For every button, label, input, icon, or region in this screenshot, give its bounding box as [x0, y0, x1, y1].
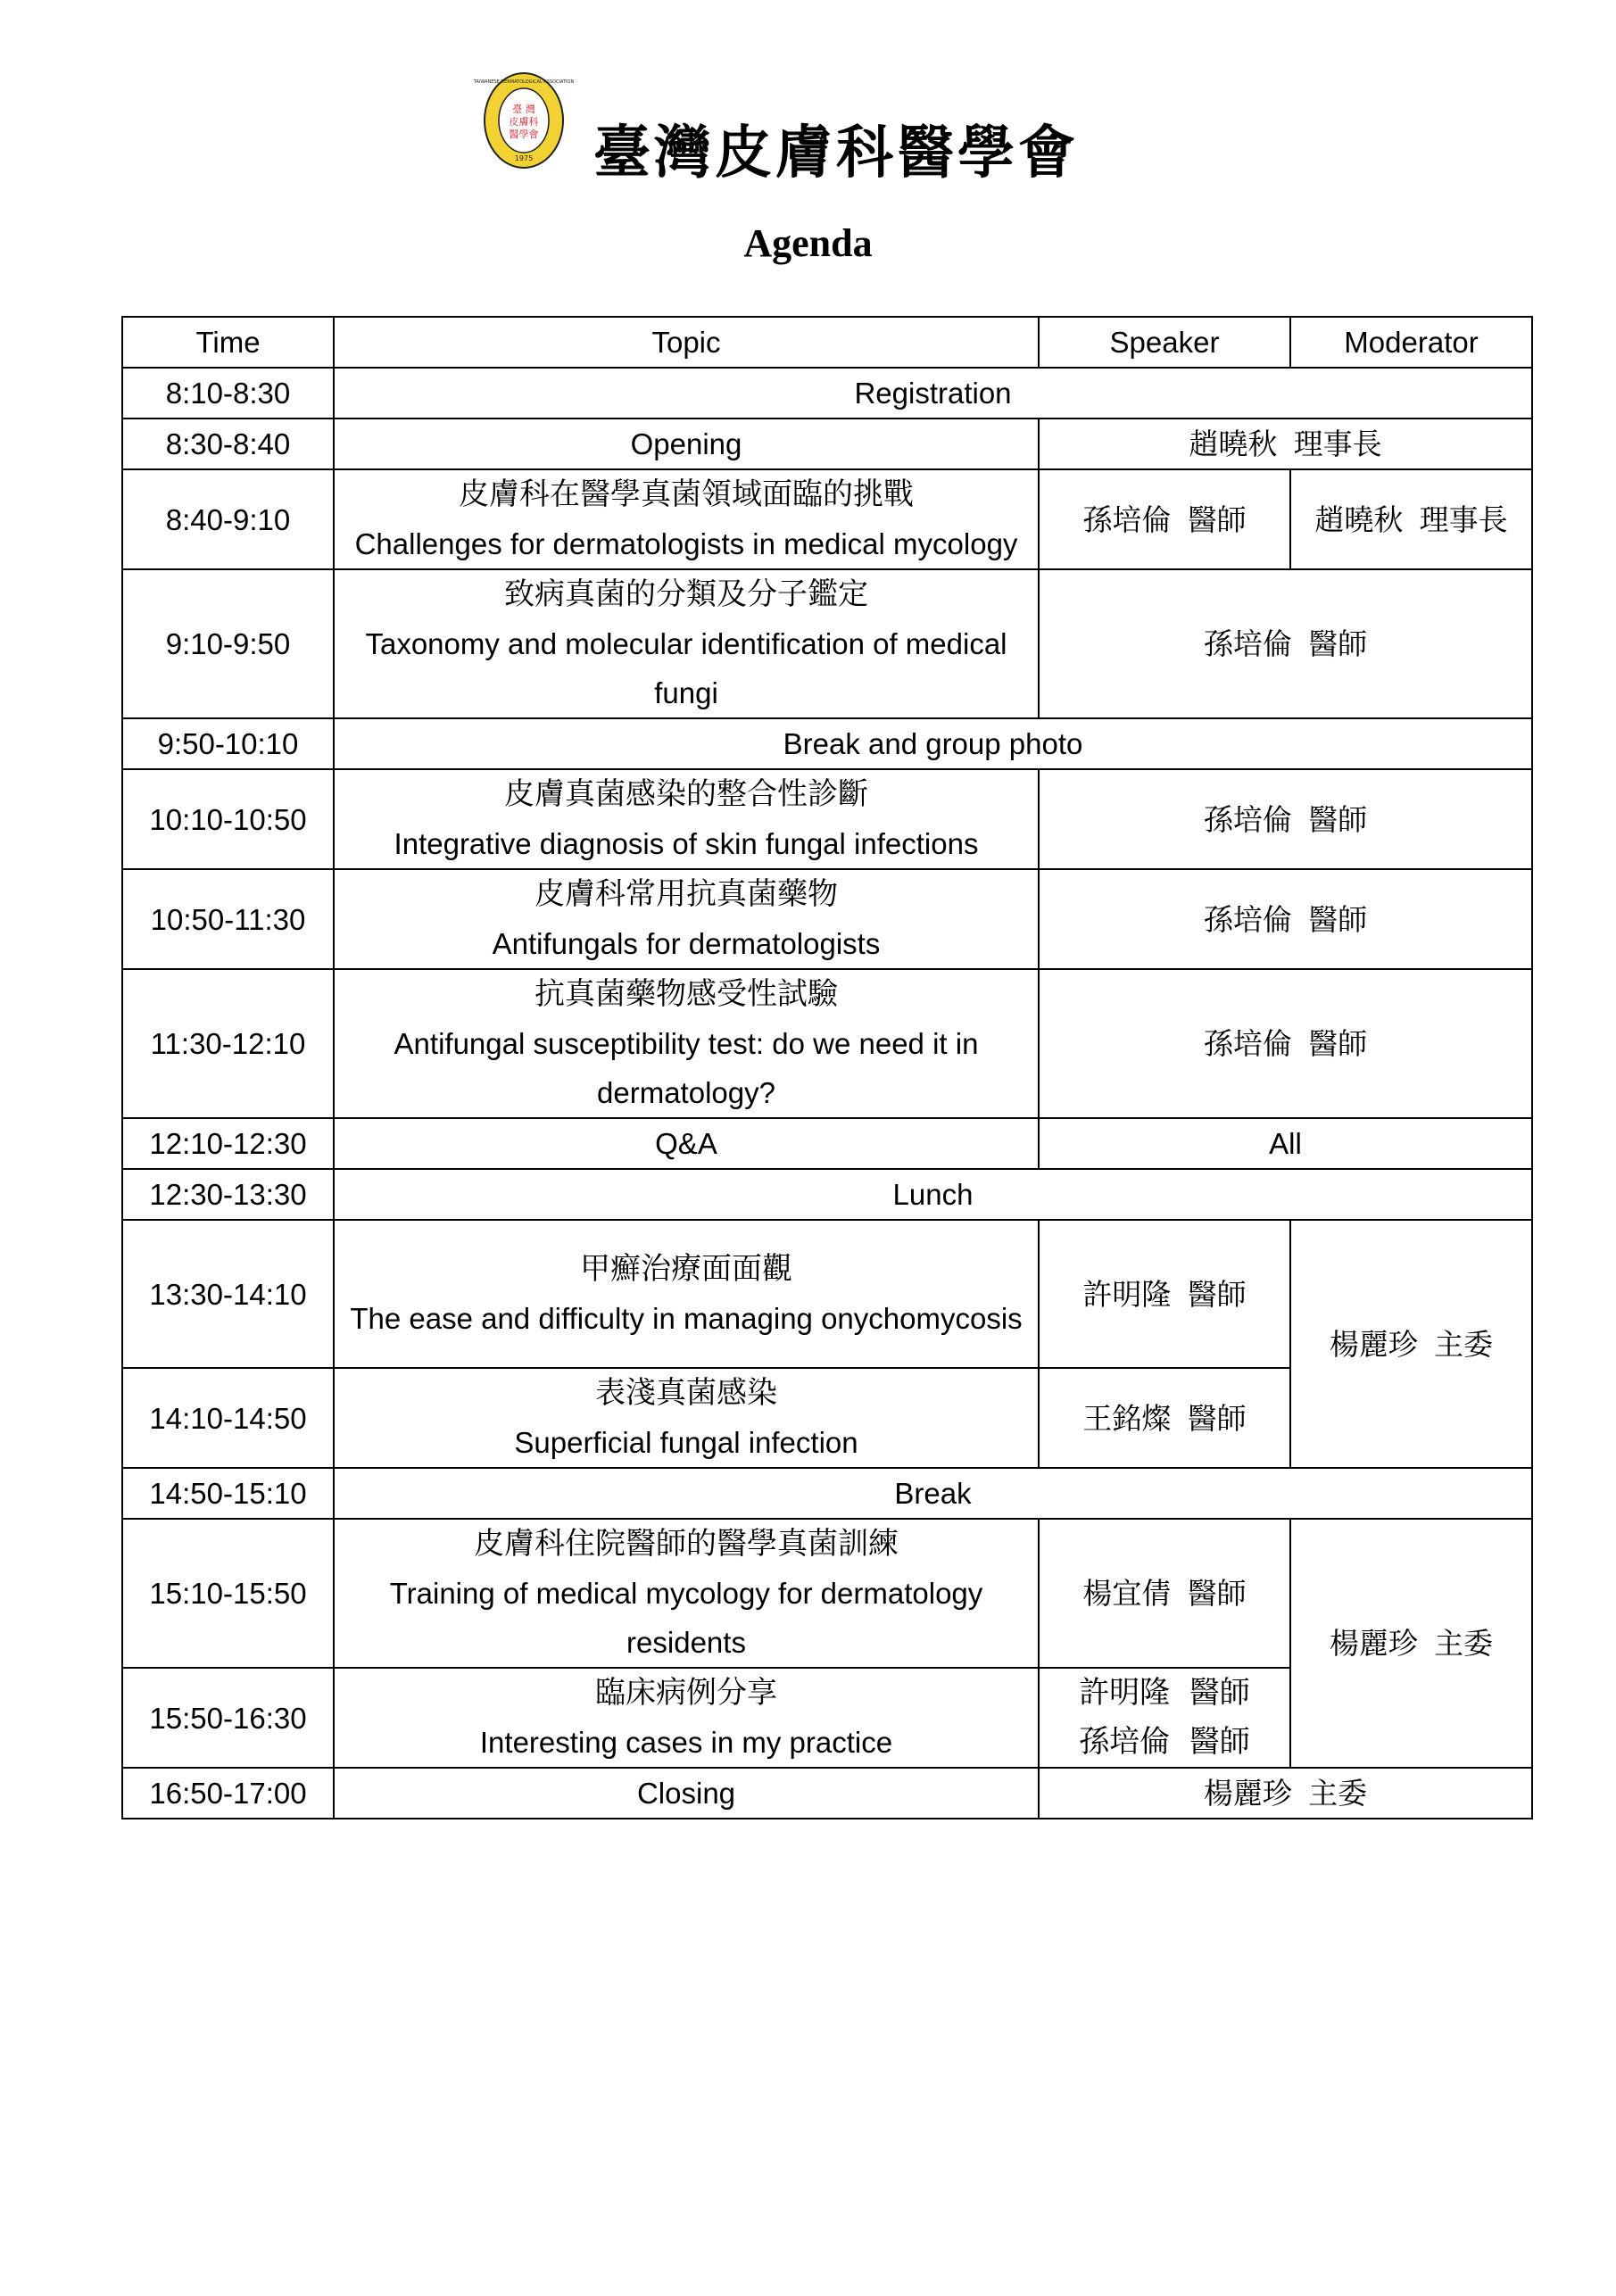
table-row — [122, 769, 1532, 869]
topic-cell — [334, 718, 1532, 769]
time-cell: 10:10-10:50 — [122, 769, 334, 869]
table-row — [122, 869, 1532, 969]
speaker-cell — [1039, 1668, 1290, 1768]
topic-zh: 皮膚科常用抗真菌藥物 — [535, 876, 838, 912]
topic-zh: 抗真菌藥物感受性試驗 — [535, 976, 838, 1012]
topic-cell — [334, 869, 1039, 969]
topic-en: Antifungal susceptibility test: do we need it in dermatology? — [394, 1027, 979, 1109]
table-row — [122, 569, 1532, 718]
logo-center-text-2: 皮膚科 — [509, 116, 539, 128]
time-cell: 16:50-17:00 — [122, 1768, 334, 1819]
table-header-row — [122, 317, 1532, 368]
topic-en: Taxonomy and molecular identification of medical fungi — [365, 627, 1007, 709]
time-cell: 14:10-14:50 — [122, 1368, 334, 1468]
header-moderator: Moderator — [1290, 317, 1532, 368]
topic-cell — [334, 569, 1039, 718]
speaker-cell: 趙曉秋 理事長 — [1039, 419, 1532, 469]
topic-cell — [334, 769, 1039, 869]
topic-cell — [334, 1668, 1039, 1768]
topic-en: Lunch — [892, 1178, 974, 1211]
time-cell: 14:50-15:10 — [122, 1468, 334, 1519]
topic-en: Registration — [854, 377, 1012, 410]
header-speaker: Speaker — [1039, 317, 1290, 368]
speaker-cell: 孫培倫 醫師 — [1039, 569, 1532, 718]
topic-cell — [334, 1519, 1039, 1668]
table-row — [122, 1118, 1532, 1169]
moderator-cell: 楊麗珍 主委 — [1290, 1220, 1532, 1468]
topic-cell — [334, 1169, 1532, 1220]
table-row — [122, 1519, 1532, 1668]
topic-cell — [334, 1118, 1039, 1169]
moderator-cell: 趙曉秋 理事長 — [1290, 469, 1532, 569]
topic-en: Opening — [630, 427, 742, 460]
logo-year: 1975 — [514, 154, 534, 162]
speaker-cell: 王銘燦 醫師 — [1039, 1368, 1290, 1468]
speaker-cell: 楊宜倩 醫師 — [1039, 1519, 1290, 1668]
table-row — [122, 368, 1532, 419]
table-row — [122, 969, 1532, 1118]
topic-en: Training of medical mycology for dermatology residents — [389, 1577, 983, 1659]
table-row — [122, 469, 1532, 569]
topic-cell — [334, 1368, 1039, 1468]
table-row — [122, 419, 1532, 469]
topic-zh: 皮膚科住院醫師的醫學真菌訓練 — [474, 1526, 899, 1562]
logo-ring-text: TAIWANESE DERMATOLOGICAL ASSOCIATION — [473, 79, 575, 85]
association-logo — [473, 71, 575, 170]
time-cell: 11:30-12:10 — [122, 969, 334, 1118]
page-title: Agenda — [743, 221, 873, 265]
speaker-name: 許明隆 醫師 — [1079, 1675, 1250, 1711]
time-cell: 8:10-8:30 — [122, 368, 334, 419]
topic-cell — [334, 368, 1532, 419]
topic-zh: 皮膚真菌感染的整合性診斷 — [504, 776, 868, 812]
time-cell: 8:30-8:40 — [122, 419, 334, 469]
topic-en: Q&A — [655, 1127, 717, 1160]
speaker-cell: 孫培倫 醫師 — [1039, 969, 1532, 1118]
page-header — [0, 0, 1616, 265]
time-cell: 9:10-9:50 — [122, 569, 334, 718]
agenda-table — [121, 316, 1533, 1819]
logo-center-text-1: 臺 灣 — [512, 104, 535, 115]
table-row — [122, 1768, 1532, 1819]
time-cell: 15:50-16:30 — [122, 1668, 334, 1768]
topic-zh: 甲癬治療面面觀 — [580, 1251, 792, 1287]
header-time: Time — [122, 317, 334, 368]
topic-cell — [334, 1468, 1532, 1519]
time-cell: 9:50-10:10 — [122, 718, 334, 769]
table-row — [122, 718, 1532, 769]
table-row — [122, 1169, 1532, 1220]
speaker-cell: 孫培倫 醫師 — [1039, 869, 1532, 969]
topic-en: Break — [894, 1477, 972, 1510]
time-cell: 13:30-14:10 — [122, 1220, 334, 1368]
moderator-cell: 楊麗珍 主委 — [1290, 1519, 1532, 1768]
speaker-cell: 孫培倫 醫師 — [1039, 769, 1532, 869]
speaker-cell: 楊麗珍 主委 — [1039, 1768, 1532, 1819]
speaker-name-2: 孫培倫 醫師 — [1079, 1724, 1250, 1760]
topic-en: Challenges for dermatologists in medical mycology — [354, 527, 1018, 560]
organization-name: 臺灣皮膚科醫學會 — [593, 120, 1079, 186]
topic-zh: 臨床病例分享 — [595, 1675, 777, 1711]
topic-en: Interesting cases in my practice — [479, 1726, 893, 1759]
topic-cell — [334, 469, 1039, 569]
time-cell: 12:10-12:30 — [122, 1118, 334, 1169]
topic-en: Integrative diagnosis of skin fungal infections — [394, 827, 979, 860]
topic-cell — [334, 1220, 1039, 1368]
table-row — [122, 1220, 1532, 1368]
topic-cell — [334, 419, 1039, 469]
time-cell: 12:30-13:30 — [122, 1169, 334, 1220]
topic-en: Closing — [636, 1777, 736, 1810]
topic-zh: 皮膚科在醫學真菌領域面臨的挑戰 — [459, 477, 914, 512]
topic-cell — [334, 1768, 1039, 1819]
time-cell: 10:50-11:30 — [122, 869, 334, 969]
table-row — [122, 1468, 1532, 1519]
topic-en: Break and group photo — [783, 727, 1083, 760]
topic-en: Antifungals for dermatologists — [492, 927, 881, 960]
header-topic: Topic — [334, 317, 1039, 368]
speaker-cell: All — [1039, 1118, 1532, 1169]
logo-center-text-3: 醫學會 — [509, 128, 539, 140]
speaker-cell: 孫培倫 醫師 — [1039, 469, 1290, 569]
speaker-cell: 許明隆 醫師 — [1039, 1220, 1290, 1368]
time-cell: 15:10-15:50 — [122, 1519, 334, 1668]
topic-en: The ease and difficulty in managing onychomycosis — [350, 1302, 1023, 1335]
topic-cell — [334, 969, 1039, 1118]
topic-en: Superficial fungal infection — [514, 1426, 858, 1459]
topic-zh: 表淺真菌感染 — [595, 1375, 777, 1411]
time-cell: 8:40-9:10 — [122, 469, 334, 569]
topic-zh: 致病真菌的分類及分子鑑定 — [504, 576, 868, 612]
